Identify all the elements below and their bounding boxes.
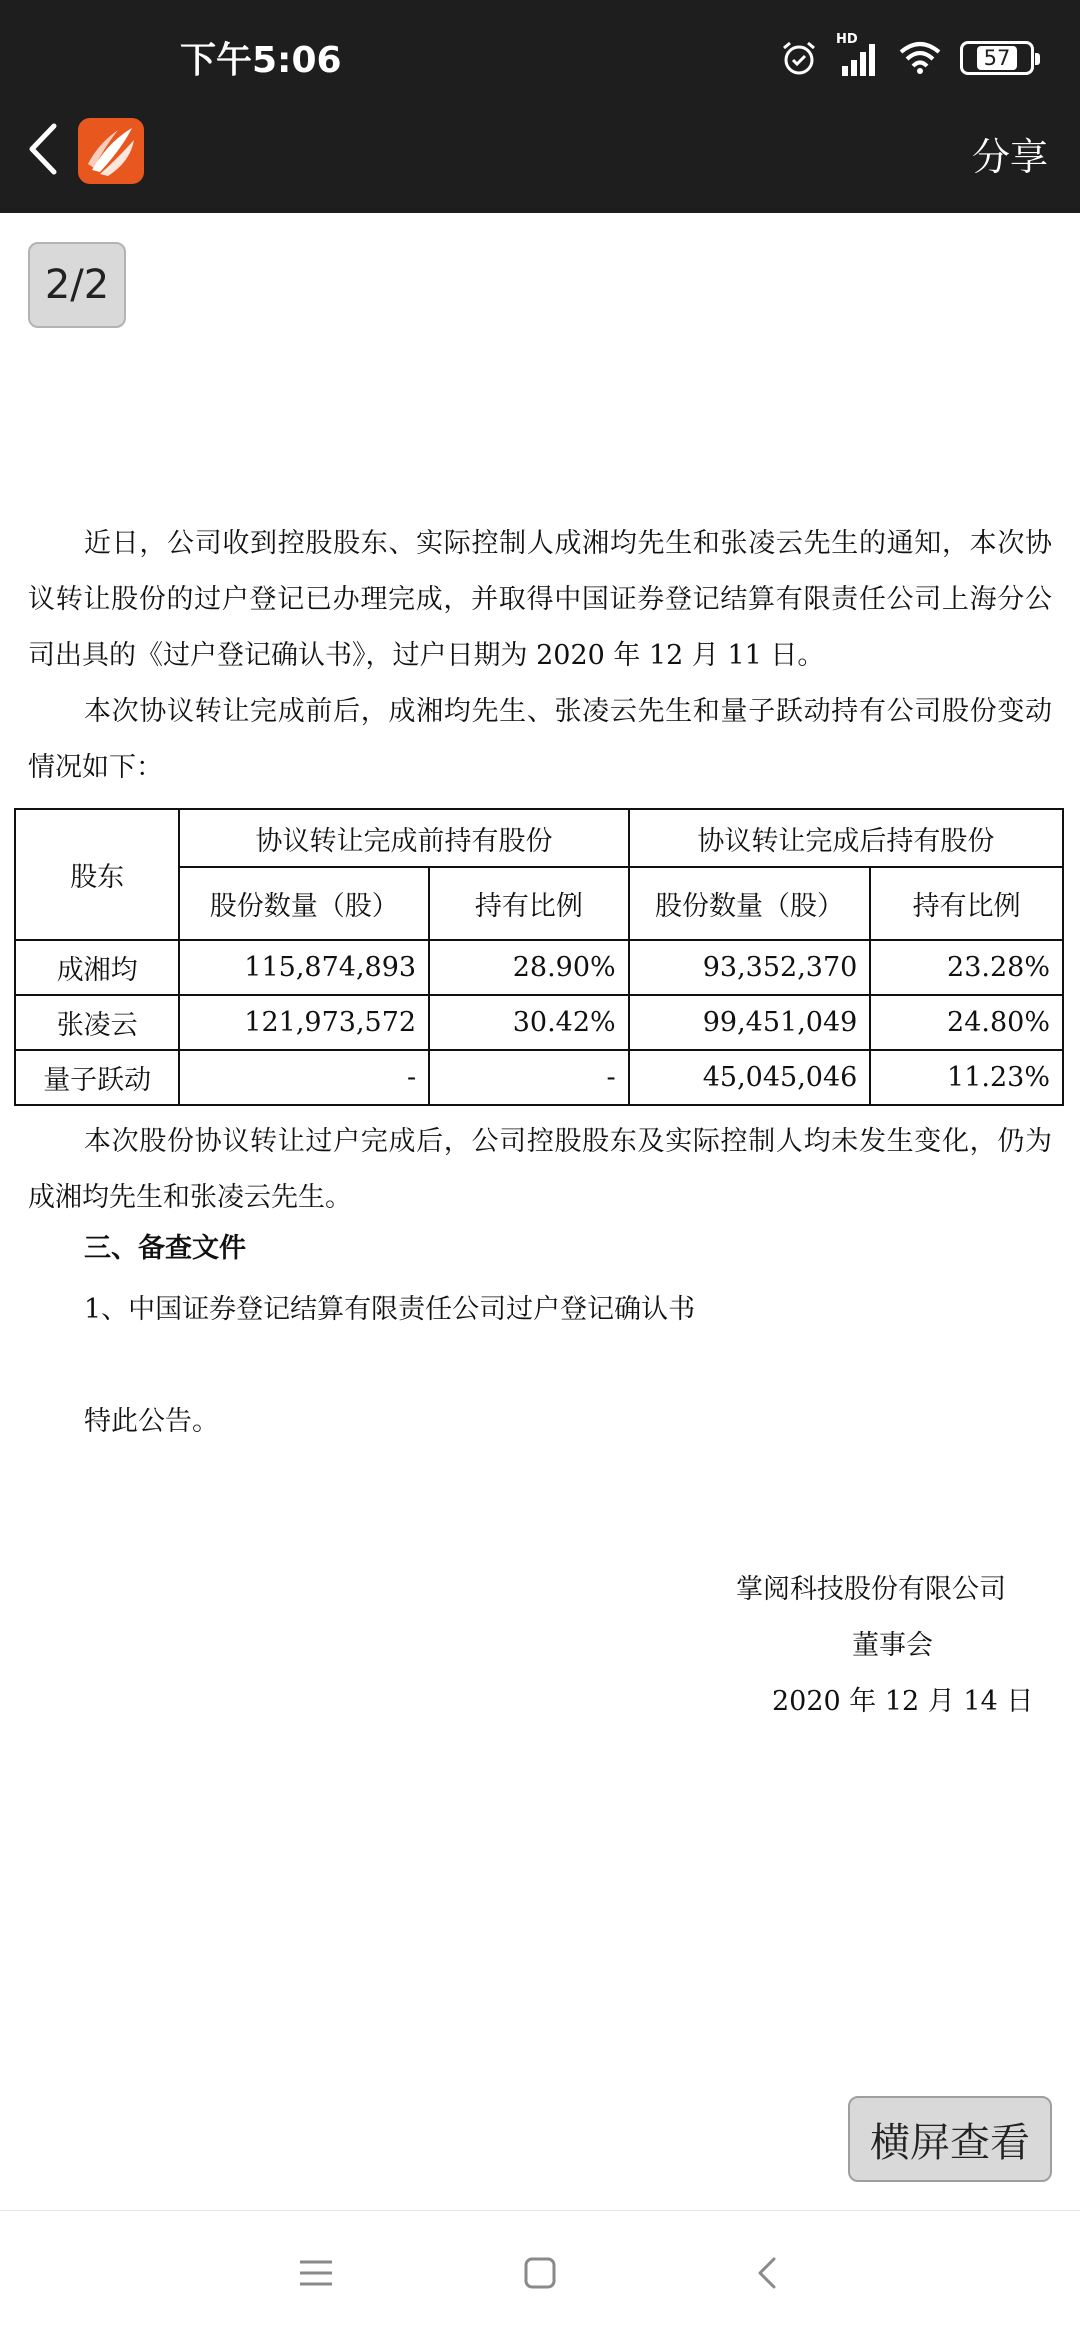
header-before-group: 协议转让完成前持有股份 [179, 809, 628, 867]
cell-name: 张凌云 [15, 995, 179, 1050]
header-after-group: 协议转让完成后持有股份 [629, 809, 1063, 867]
signal-bars-icon [836, 36, 880, 80]
cell-after-ratio: 23.28% [870, 940, 1063, 995]
subheader-before-shares: 股份数量（股） [179, 867, 429, 940]
paragraph-transfer-notice: 近日，公司收到控股股东、实际控制人成湘均先生和张凌云先生的通知，本次协议转让股份的过户登记已办理完成，并取得中国证券登记结算有限责任公司上海分公司出具的《过户登记确认书》，过户日期为 2020 年 12 月 11 日。 [28, 528, 1052, 671]
closing-statement: 特此公告。 [84, 1406, 219, 1437]
table-row [15, 995, 1063, 1050]
battery-icon [960, 41, 1034, 75]
table-row [15, 1050, 1063, 1105]
signature-company: 掌阅科技股份有限公司 [736, 1574, 1006, 1605]
paragraph-table-intro: 本次协议转让完成前后，成湘均先生、张凌云先生和量子跃动持有公司股份变动情况如下： [28, 696, 1052, 783]
network-label: HD [836, 32, 858, 47]
shareholding-table [14, 808, 1064, 1106]
cell-before-ratio: 28.90% [429, 940, 629, 995]
cell-before-ratio: 30.42% [429, 995, 629, 1050]
cell-after-shares: 99,451,049 [629, 995, 871, 1050]
landscape-view-button[interactable]: 横屏查看 [848, 2096, 1052, 2182]
status-icons [780, 34, 1034, 82]
battery-level: 57 [977, 46, 1018, 70]
cell-after-ratio: 24.80% [870, 995, 1063, 1050]
signature-date: 2020 年 12 月 14 日 [772, 1686, 1034, 1717]
table-header-row [15, 809, 1063, 867]
cellular-signal-icon [836, 32, 880, 80]
status-time: 下午5:06 [180, 40, 342, 81]
section-heading-references: 三、备查文件 [84, 1233, 246, 1264]
app-header [0, 0, 1080, 213]
cell-before-ratio: - [429, 1050, 629, 1105]
subheader-after-shares: 股份数量（股） [629, 867, 871, 940]
menu-icon[interactable] [296, 2253, 336, 2293]
cell-after-shares: 93,352,370 [629, 940, 871, 995]
subheader-before-ratio: 持有比例 [429, 867, 629, 940]
cell-before-shares: 115,874,893 [179, 940, 429, 995]
cell-before-shares: - [179, 1050, 429, 1105]
paragraph-control-unchanged: 本次股份协议转让过户完成后，公司控股股东及实际控制人均未发生变化，仍为成湘均先生和张凌云先生。 [28, 1126, 1052, 1213]
cell-name: 量子跃动 [15, 1050, 179, 1105]
share-button[interactable]: 分享 [971, 135, 1048, 179]
back-icon[interactable] [748, 2253, 788, 2293]
page-indicator: 2/2 [28, 242, 126, 328]
alarm-icon [780, 39, 818, 77]
cell-after-shares: 45,045,046 [629, 1050, 871, 1105]
table-row [15, 940, 1063, 995]
wifi-icon [898, 40, 942, 76]
signature-board: 董事会 [852, 1630, 933, 1661]
header-shareholder: 股东 [15, 809, 179, 940]
app-logo[interactable] [78, 118, 144, 184]
home-icon[interactable] [520, 2253, 560, 2293]
system-nav-bar [0, 2210, 1080, 2341]
cell-name: 成湘均 [15, 940, 179, 995]
cell-before-shares: 121,973,572 [179, 995, 429, 1050]
cell-after-ratio: 11.23% [870, 1050, 1063, 1105]
reference-item: 1、中国证券登记结算有限责任公司过户登记确认书 [84, 1294, 696, 1325]
back-arrow-icon[interactable] [20, 118, 66, 180]
book-wings-icon [78, 118, 144, 184]
subheader-after-ratio: 持有比例 [870, 867, 1063, 940]
